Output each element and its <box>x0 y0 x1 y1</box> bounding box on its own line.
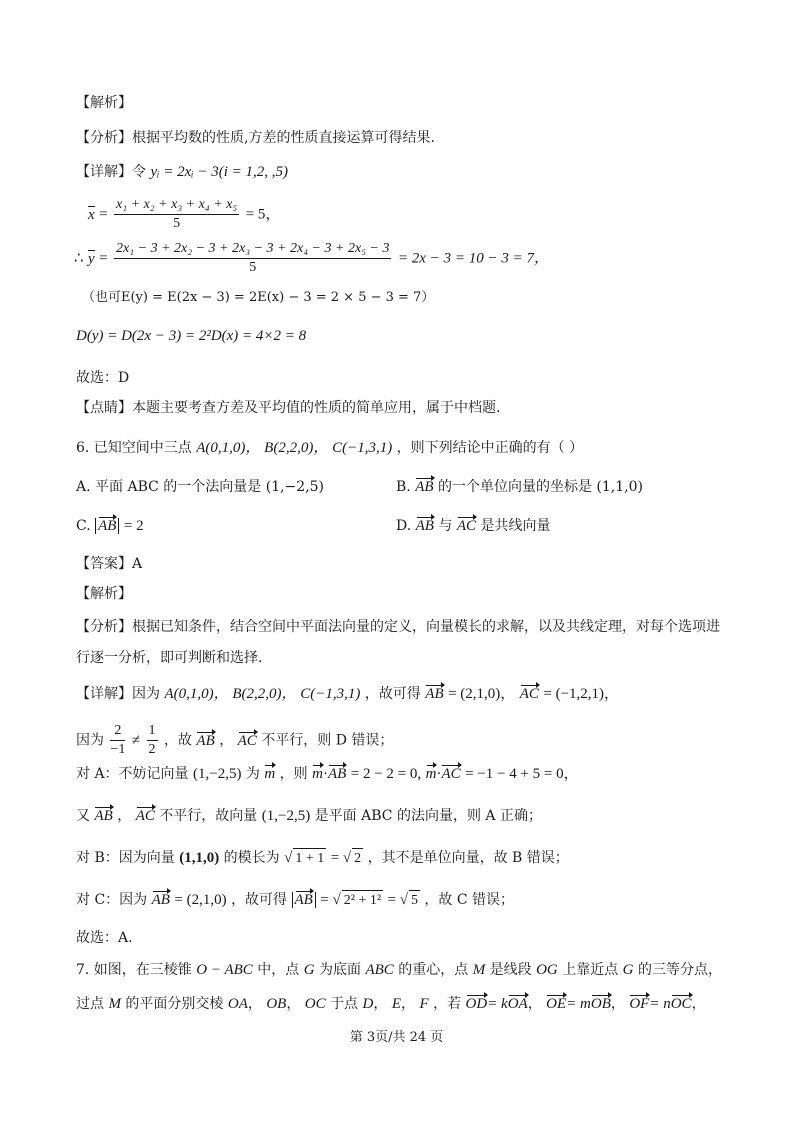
choice-1: 故选：D <box>76 370 130 386</box>
q7-line-1: 7. 如图，在三棱锥 O − ABC 中，点 G 为底面 ABC 的重心，点 M 是线段 OG 上靠近点 G 的三等分点， <box>76 962 722 978</box>
page-footer: 第 3页/共 24 页 <box>349 1030 444 1045</box>
q6-analysis: 【解析】 <box>76 586 132 602</box>
q6-option-a: A. 平面 ABC 的一个法向量是 (1,−2,5) <box>76 479 325 495</box>
q6-detail-2: 因为 $\frac{2}{-1}$ ≠ $\frac{1}{2}$ ，故 AB ， AC 不平行，则 D 错误； <box>76 723 394 757</box>
x-bar: x <box>88 206 95 223</box>
q6-detail-1: 【详解】因为 A(0,1,0)， B(2,2,0)， C(−1,3,1) ，故可得 AB = (2,1,0)， AC = (−1,2,1)， <box>76 686 620 702</box>
mean-y-fraction: $\frac{\text{2x₁ − 3 + 2x₂ − 3 + 2x₃ − 3 + 2x₄ − 3 + 2x₅ − 3}}{5}$ <box>116 241 390 275</box>
also-line: （也可E(y) = E(2x − 3) = 2E(x) − 3 = 2 × 5 − 3 = 7） <box>82 290 435 305</box>
section-analysis: 【解析】 <box>76 95 132 111</box>
dianjing-line: 【点睛】本题主要考查方差及平均值的性质的简单应用，属于中档题. <box>76 400 501 416</box>
q6-detail-4: 又 AB ， AC 不平行，故向量 (1,−2,5) 是平面 ABC 的法向量，则 A 正确； <box>76 808 542 824</box>
q6-answer: 【答案】A <box>76 556 143 572</box>
q7-line-2: 过点 M 的平面分别交棱 OA， OB， OC 于点 D， E， F ，若 OD= kOA， OE= mOB， OF= nOC， <box>76 996 706 1012</box>
q6-option-b: B. AB 的一个单位向量的坐标是 (1,1,0) <box>396 479 643 495</box>
detail-label: 【详解】令 <box>76 164 146 180</box>
y-bar: y <box>88 250 95 267</box>
q6-fenxi-1: 【分析】根据已知条件，结合空间中平面法向量的定义，向量模长的求解，以及共线定理，对每个选项进 <box>76 619 720 635</box>
q6-detail-6: 对 C：因为 AB = (2,1,0) ，故可得 AB = √ 2² + 1² = √ 5 ，故 C 错误； <box>76 890 514 911</box>
mean-x-fraction: $\frac{\text{x₁ + x₂ + x₃ + x₄ + x₅}}{5}$ <box>116 197 238 231</box>
q6-detail-3: 对 A：不妨记向量 (1,−2,5) 为 m ，则 m·AB = 2 − 2 = 0, m·AC = −1 − 4 + 5 = 0， <box>76 766 579 782</box>
detail-line-1 <box>76 162 288 182</box>
q6-option-c: C. AB = 2 <box>76 518 144 534</box>
mean-x-line: x = $\frac{\text{x₁ + x₂ + x₃ + x₄ + x₅}}{5}$ = 5， <box>88 197 281 231</box>
q6-detail-5: 对 B：因为向量 (1,1,0) 的模长为 √ 1 + 1 = √ 2 ，其不是单位向量，故 B 错误； <box>76 848 569 869</box>
q6-stem: 6. 已知空间中三点 A(0,1,0)， B(2,2,0)， C(−1,3,1) ，则下列结论中正确的有（ ） <box>76 440 584 456</box>
analysis-line: 【分析】根据平均数的性质,方差的性质直接运算可得结果. <box>76 130 435 146</box>
detail-formula: yᵢ = 2xᵢ − 3(i = 1,2, ,5) <box>150 164 289 180</box>
q6-choice: 故选：A. <box>76 930 133 946</box>
q6-option-d: D. AB 与 AC 是共线向量 <box>396 518 551 534</box>
q6-fenxi-2: 行逐一分析，即可判断和选择. <box>76 650 263 666</box>
variance-line: D(y) = D(2x − 3) = 2²D(x) = 4×2 = 8 <box>76 328 307 344</box>
mean-y-line: ∴ y = $\frac{\text{2x₁ − 3 + 2x₂ − 3 + 2x₃ − 3 + 2x₄ − 3 + 2x₅ − 3}}{5}$ = 2x − 3 = 10 − 3 = 7， <box>74 241 549 275</box>
